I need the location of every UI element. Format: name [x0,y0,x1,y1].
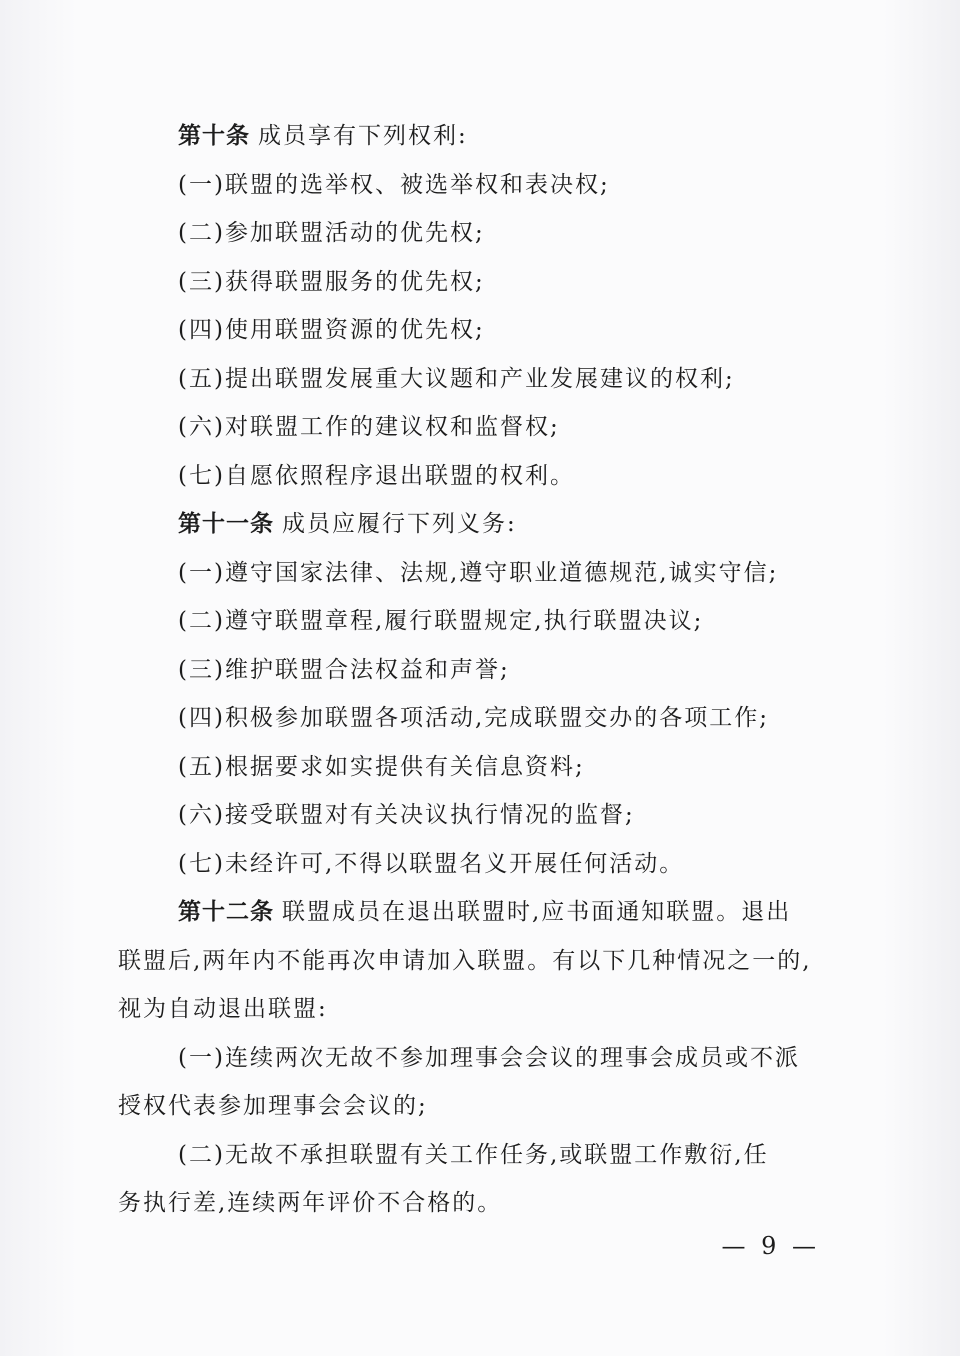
article-10-item: (二)参加联盟活动的优先权; [178,220,485,246]
article-11-item: (三)维护联盟合法权益和声誉; [178,656,510,683]
article-10-item: (四)使用联盟资源的优先权; [178,317,485,343]
article-11-item: (二)遵守联盟章程,履行联盟规定,执行联盟决议; [178,608,704,634]
article-10-intro: 第十条 成员享有下列权利: [178,122,468,149]
article-11-intro: 第十一条 成员应履行下列义务: [178,510,517,537]
article-12-item: (二)无故不承担联盟有关工作任务,或联盟工作敷衍,任 [178,1141,769,1168]
article-12-heading: 第十二条 [178,898,274,925]
article-10-item: (七)自愿依照程序退出联盟的权利。 [178,462,575,489]
article-11-item: (一)遵守国家法律、法规,遵守职业道德规范,诚实守信; [178,559,779,586]
article-10-item: (一)联盟的选举权、被选举权和表决权; [178,171,610,198]
article-12-item-cont: 授权代表参加理事会会议的; [118,1093,428,1119]
article-12-item-cont: 务执行差,连续两年评价不合格的。 [118,1190,503,1216]
article-12-paragraph-cont: 视为自动退出联盟: [118,996,328,1022]
document-body [118,112,830,1228]
article-12-paragraph-cont: 联盟后,两年内不能再次申请加入联盟。有以下几种情况之一的, [118,947,812,974]
article-12-item: (一)连续两次无故不参加理事会会议的理事会成员或不派 [178,1044,800,1071]
article-10-item: (六)对联盟工作的建议权和监督权; [178,414,560,440]
article-11-item: (七)未经许可,不得以联盟名义开展任何活动。 [178,850,685,877]
article-10-item: (三)获得联盟服务的优先权; [178,268,485,295]
article-10-heading: 第十条 [178,122,250,149]
article-11-item: (六)接受联盟对有关决议执行情况的监督; [178,802,635,828]
article-10-item: (五)提出联盟发展重大议题和产业发展建议的权利; [178,365,735,392]
article-11-item: (五)根据要求如实提供有关信息资料; [178,753,585,780]
page-number: — 9 — [721,1232,820,1260]
article-12-paragraph: 第十二条 联盟成员在退出联盟时,应书面通知联盟。退出 [178,898,792,925]
article-11-item: (四)积极参加联盟各项活动,完成联盟交办的各项工作; [178,705,770,731]
article-11-heading: 第十一条 [178,510,274,537]
